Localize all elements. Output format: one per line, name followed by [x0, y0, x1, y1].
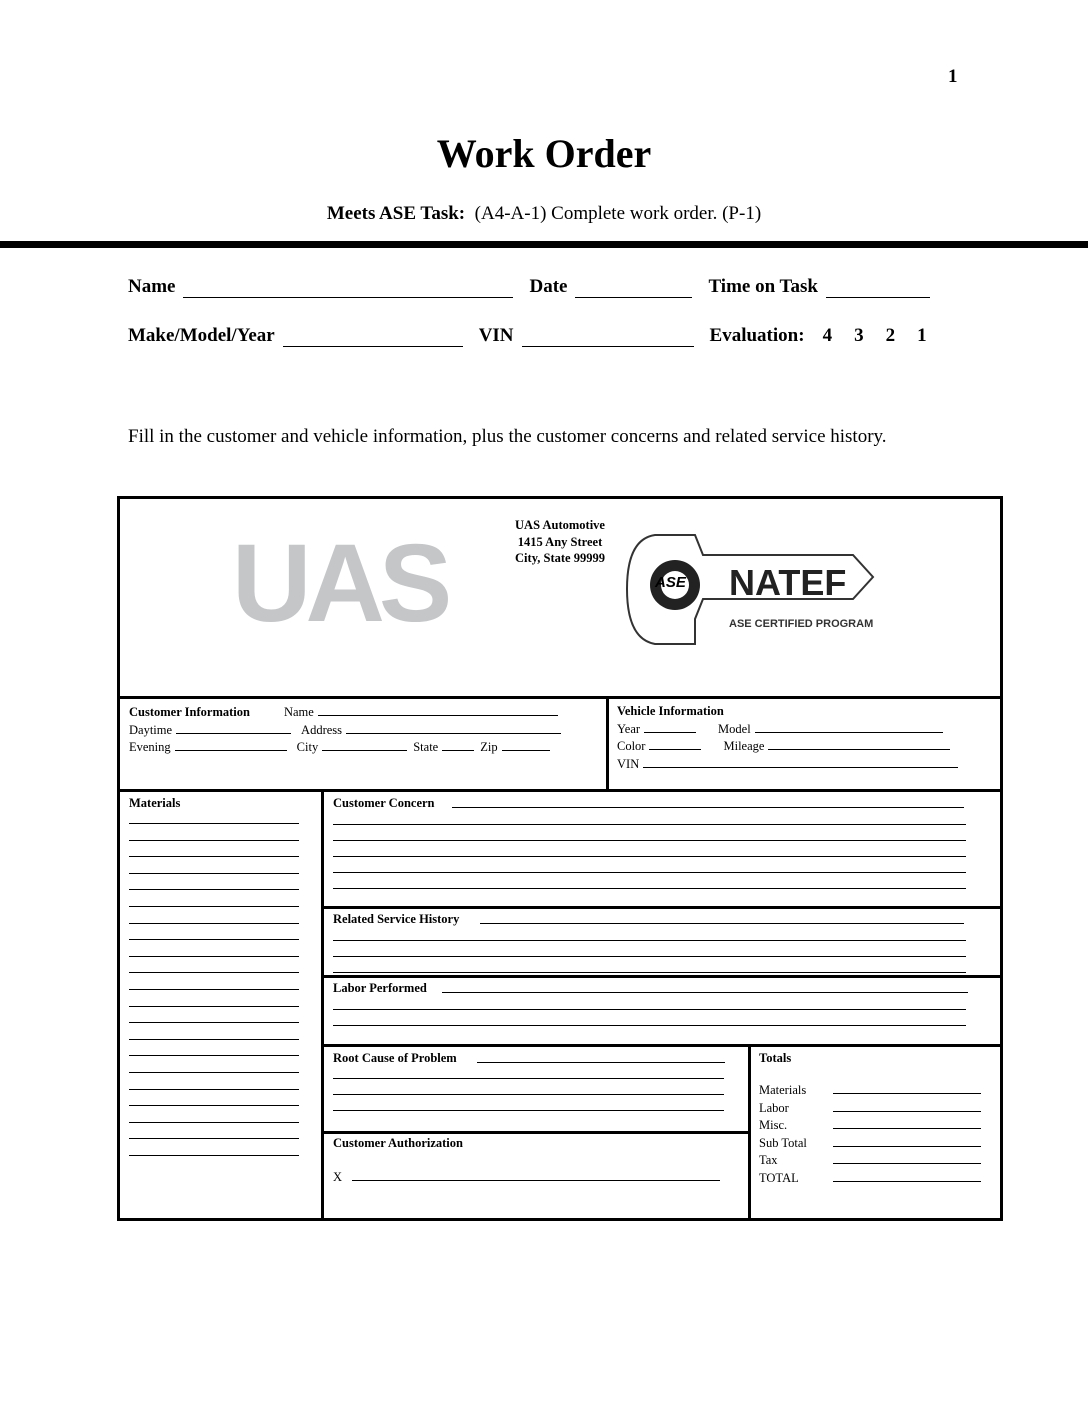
shop-address — [480, 517, 640, 567]
address-label: Address — [301, 722, 343, 737]
page-title: Work Order — [436, 131, 652, 176]
materials-line[interactable] — [129, 823, 299, 824]
uas-logo: UAS — [232, 522, 447, 645]
signature-field[interactable] — [352, 1168, 720, 1181]
root-cause-field[interactable] — [477, 1062, 725, 1063]
city-label: City — [296, 740, 319, 754]
totals-label: Tax — [759, 1153, 778, 1167]
signature-x: X — [333, 1170, 343, 1184]
signature-row — [333, 1168, 720, 1186]
make-model-year-label: Make/Model/Year — [128, 325, 275, 346]
totals-heading: Totals — [759, 1051, 792, 1065]
shop-city: City, State 99999 — [515, 551, 605, 565]
root-cause-line[interactable] — [333, 1094, 724, 1095]
natef-brand: NATEF — [729, 562, 847, 603]
customer-concern-line[interactable] — [333, 824, 966, 825]
date-field[interactable] — [575, 279, 692, 298]
materials-line[interactable] — [129, 923, 299, 924]
city-field[interactable] — [322, 738, 407, 751]
customer-concern-line[interactable] — [333, 872, 966, 873]
materials-line[interactable] — [129, 989, 299, 990]
page-number: 1 — [948, 66, 958, 87]
materials-line[interactable] — [129, 1155, 299, 1156]
divider — [0, 241, 1088, 248]
totals-label: Misc. — [759, 1118, 788, 1132]
natef-tagline: ASE CERTIFIED PROGRAM — [729, 618, 874, 630]
labor-performed-heading: Labor Performed — [333, 981, 427, 995]
vehicle-eval-row — [128, 325, 927, 347]
daytime-label: Daytime — [129, 722, 173, 737]
totals-field[interactable] — [833, 1099, 981, 1112]
time-on-task-field[interactable] — [826, 279, 930, 298]
materials-line[interactable] — [129, 1089, 299, 1090]
ase-task-subtitle — [0, 203, 1088, 225]
materials-line[interactable] — [129, 906, 299, 907]
materials-line[interactable] — [129, 1039, 299, 1040]
natef-logo — [625, 530, 877, 650]
customer-concern-line[interactable] — [333, 888, 966, 889]
state-field[interactable] — [442, 738, 474, 751]
date-label: Date — [529, 276, 568, 297]
score-1[interactable]: 1 — [917, 325, 927, 346]
color-label: Color — [617, 739, 646, 753]
labor-performed-line[interactable] — [333, 1025, 966, 1026]
totals-field[interactable] — [833, 1169, 981, 1182]
related-service-history-field[interactable] — [480, 923, 964, 924]
labor-performed-field[interactable] — [442, 992, 968, 993]
model-field[interactable] — [755, 720, 943, 733]
customer-info-fields — [129, 703, 561, 756]
materials-line[interactable] — [129, 939, 299, 940]
materials-line[interactable] — [129, 1006, 299, 1007]
address-field[interactable] — [346, 721, 561, 734]
customer-info-heading: Customer Information — [129, 705, 250, 719]
score-3[interactable]: 3 — [854, 325, 864, 346]
related-service-history-line[interactable] — [333, 972, 966, 973]
materials-line[interactable] — [129, 856, 299, 857]
customer-name-label: Name — [283, 705, 314, 719]
totals-row — [759, 1134, 981, 1152]
ase-badge: ASE — [655, 574, 686, 591]
state-label: State — [413, 740, 439, 754]
totals-field[interactable] — [833, 1134, 981, 1147]
instructions: Fill in the customer and vehicle information, plus the customer concerns and related service history. — [128, 426, 887, 447]
materials-line[interactable] — [129, 1072, 299, 1073]
related-service-history-line[interactable] — [333, 956, 966, 957]
name-field[interactable] — [183, 279, 513, 298]
year-label: Year — [617, 721, 641, 736]
totals-field[interactable] — [833, 1081, 981, 1094]
materials-line[interactable] — [129, 1055, 299, 1056]
shop-street: 1415 Any Street — [517, 534, 603, 549]
student-info-row — [128, 276, 946, 298]
customer-concern-line[interactable] — [333, 840, 966, 841]
root-cause-line[interactable] — [333, 1078, 724, 1079]
totals-row — [759, 1169, 981, 1187]
materials-line[interactable] — [129, 1022, 299, 1023]
totals-label: TOTAL — [759, 1170, 799, 1185]
ase-task-text: (A4-A-1) Complete work order. (P-1) — [474, 203, 762, 224]
materials-line[interactable] — [129, 873, 299, 874]
vehicle-info-heading: Vehicle Information — [617, 704, 724, 718]
root-cause-line[interactable] — [333, 1110, 724, 1111]
materials-line[interactable] — [129, 1138, 299, 1139]
evaluation-label: Evaluation: — [709, 325, 805, 346]
daytime-field[interactable] — [176, 721, 291, 734]
materials-line[interactable] — [129, 1122, 299, 1123]
related-service-history-heading: Related Service History — [333, 912, 460, 926]
materials-line[interactable] — [129, 889, 299, 890]
zip-label: Zip — [480, 740, 498, 754]
materials-line[interactable] — [129, 1105, 299, 1106]
customer-authorization-heading: Customer Authorization — [333, 1136, 463, 1150]
model-label: Model — [718, 721, 751, 736]
totals-label: Sub Total — [759, 1135, 807, 1150]
zip-field[interactable] — [502, 738, 550, 751]
customer-concern-field[interactable] — [452, 807, 964, 808]
make-model-year-field[interactable] — [283, 328, 463, 347]
totals-row — [759, 1081, 981, 1099]
year-field[interactable] — [644, 720, 696, 733]
evening-field[interactable] — [175, 738, 287, 751]
ase-task-label: Meets ASE Task: — [326, 203, 466, 224]
totals-field[interactable] — [833, 1116, 981, 1129]
labor-performed-line[interactable] — [333, 1009, 966, 1010]
vehicle-vin-field[interactable] — [643, 755, 958, 768]
related-service-history-line[interactable] — [333, 940, 966, 941]
evening-label: Evening — [129, 740, 171, 754]
color-field[interactable] — [649, 737, 701, 750]
customer-name-field[interactable] — [318, 703, 558, 716]
materials-heading: Materials — [129, 796, 181, 810]
vehicle-info-fields — [617, 703, 958, 772]
totals-rows — [759, 1081, 981, 1186]
mileage-label: Mileage — [723, 739, 765, 753]
materials-line[interactable] — [129, 956, 299, 957]
totals-row — [759, 1116, 981, 1134]
materials-line[interactable] — [129, 840, 299, 841]
name-label: Name — [128, 276, 176, 297]
totals-label: Labor — [759, 1100, 789, 1115]
time-on-task-label: Time on Task — [708, 276, 818, 297]
totals-label: Materials — [759, 1083, 807, 1097]
vin-field[interactable] — [522, 328, 694, 347]
shop-name: UAS Automotive — [515, 518, 605, 532]
vehicle-vin-label: VIN — [617, 756, 640, 771]
vin-label: VIN — [478, 325, 514, 346]
mileage-field[interactable] — [768, 737, 950, 750]
customer-concern-line[interactable] — [333, 856, 966, 857]
totals-row — [759, 1099, 981, 1117]
totals-field[interactable] — [833, 1151, 981, 1164]
score-2[interactable]: 2 — [885, 325, 896, 346]
totals-row — [759, 1151, 981, 1169]
materials-line[interactable] — [129, 972, 299, 973]
score-4[interactable]: 4 — [822, 325, 833, 346]
root-cause-heading: Root Cause of Problem — [333, 1051, 457, 1065]
customer-concern-heading: Customer Concern — [333, 796, 435, 810]
